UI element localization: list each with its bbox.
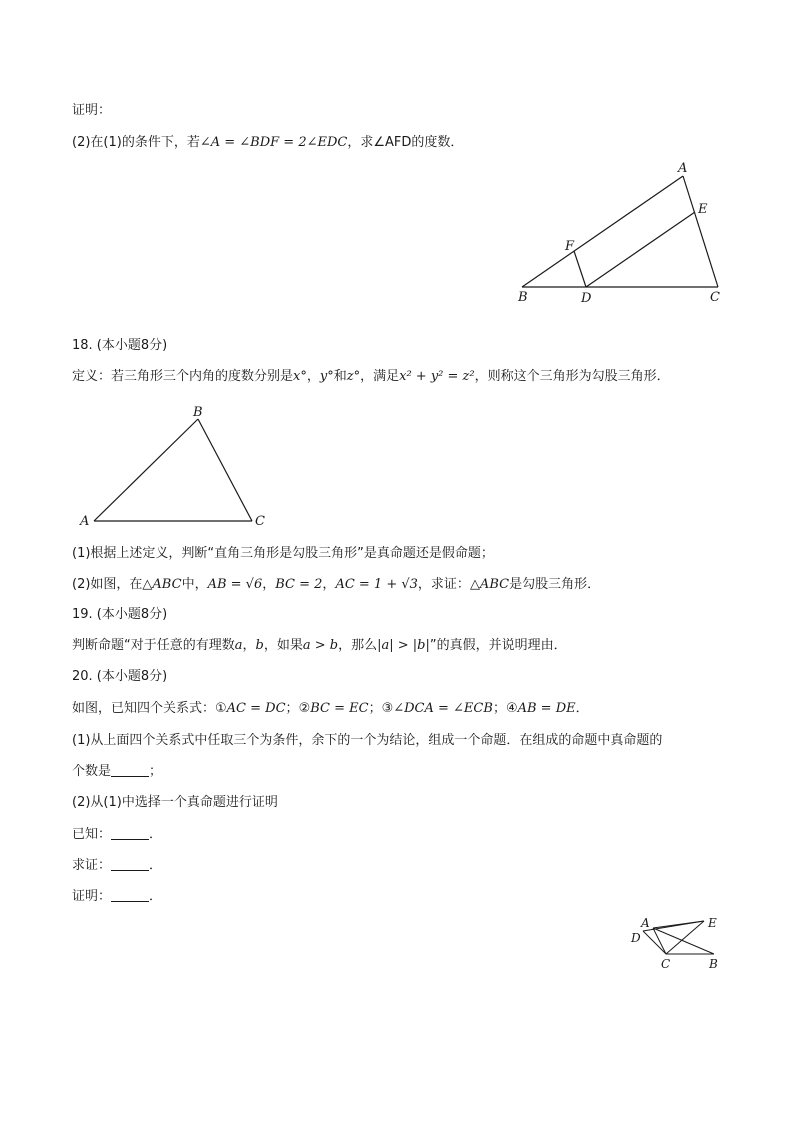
q19-cond: a > b <box>302 638 339 653</box>
q18-def-y: y° <box>319 369 334 384</box>
q17-part2-suffix: ，求∠AFD的度数． <box>347 135 464 150</box>
q20-prove-blank[interactable] <box>111 857 149 871</box>
q18-p2-suffix: 是勾股三角形． <box>509 577 601 592</box>
q20-proof-label: 证明： <box>72 889 112 904</box>
q19-concl: |a| > |b| <box>377 638 430 653</box>
q18-def-z: z° <box>346 369 361 384</box>
q18-p2-sep2: ， <box>322 577 336 592</box>
q18-p2-sep1: ， <box>262 577 276 592</box>
q20-label-c: C <box>661 957 671 971</box>
q19-sep: ， <box>242 638 256 653</box>
q20-r1: AC = DC <box>226 701 286 716</box>
q20-proof-period: ． <box>149 889 163 904</box>
q18-p2-mid2: ，求证： <box>417 577 470 592</box>
q17-segment-fd <box>574 251 586 287</box>
q17-side-ab <box>522 176 683 287</box>
q20-s2: ； <box>368 701 382 716</box>
q20-label-b: B <box>709 957 718 971</box>
q19-header: 19. (本小题8分) <box>72 607 168 622</box>
q17-label-b: B <box>518 290 528 305</box>
q20-answer-blank[interactable] <box>111 763 149 777</box>
q17-label-f: F <box>565 239 575 254</box>
q20-intro-prefix: 如图，已知四个关系式： <box>72 701 216 716</box>
q18-label-a: A <box>80 514 90 529</box>
q20-s3: ； <box>492 701 506 716</box>
q17-part2-math: ∠A = ∠BDF = 2∠EDC <box>199 135 348 150</box>
q20-proof-blank[interactable] <box>111 888 149 902</box>
q20-r4-number: ④ <box>505 701 518 716</box>
q17-label-e: E <box>698 202 708 217</box>
q19-mid2: ，那么 <box>338 638 378 653</box>
q19-prefix: 判断命题“对于任意的有理数 <box>72 638 235 653</box>
q18-label-c: C <box>255 514 265 529</box>
q20-seg-ac <box>653 928 666 954</box>
q20-prove <box>72 857 162 875</box>
q17-part2-prefix: (2)在(1)的条件下，若 <box>72 135 200 150</box>
q17-label-c: C <box>710 290 720 305</box>
q20-r4: AB = DE <box>517 701 576 716</box>
q18-def-x: x° <box>293 369 307 384</box>
q19-a: a <box>234 638 243 653</box>
q20-known-period: ． <box>149 827 163 842</box>
q18-p2-prefix: (2)如图，在 <box>72 577 143 592</box>
q18-definition <box>72 368 670 386</box>
q18-side-bc <box>198 419 252 521</box>
q20-part1-prefix: 个数是 <box>72 764 112 779</box>
q20-s1: ； <box>285 701 299 716</box>
q18-def-sep1: ， <box>306 369 320 384</box>
q18-def-eq: x² + y² = z² <box>399 369 475 384</box>
q18-p2-ac: AC = 1 + √3 <box>335 577 418 592</box>
q20-part1-line1: (1)从上面四个关系式中任取三个为条件，余下的一个为结论，组成一个命题．在组成的命题中真命题的 <box>72 733 663 748</box>
q17-label-d: D <box>581 291 592 306</box>
q20-known-blank[interactable] <box>111 826 149 840</box>
q20-seg-dc <box>643 931 666 954</box>
q17-part2 <box>72 134 463 152</box>
q18-p2-tri: △ABC <box>142 577 182 592</box>
q20-header: 20. (本小题8分) <box>72 669 168 684</box>
q20-part1-suffix: ； <box>149 764 163 779</box>
q20-known <box>72 826 162 844</box>
q20-part2: (2)从(1)中选择一个真命题进行证明 <box>72 795 278 810</box>
q19-b: b <box>255 638 264 653</box>
q18-def-mid: ，满足 <box>360 369 400 384</box>
q18-p2-mid1: 中， <box>181 577 208 592</box>
q17-segment-de <box>586 212 695 287</box>
q18-def-suffix: ，则称这个三角形为勾股三角形． <box>474 369 670 384</box>
q20-r3: ∠DCA = ∠ECB <box>393 701 493 716</box>
q20-r2-number: ② <box>298 701 311 716</box>
q19-mid: ，如果 <box>263 638 303 653</box>
q20-part1-line2 <box>72 763 162 781</box>
q19-body <box>72 637 567 655</box>
q20-intro <box>72 700 589 718</box>
q18-p2-tri2: △ABC <box>469 577 510 592</box>
q20-r1-number: ① <box>215 701 227 716</box>
q20-intro-end: ． <box>575 701 589 716</box>
q20-prove-label: 求证： <box>72 858 112 873</box>
q17-label-a: A <box>678 161 688 176</box>
q20-prove-period: ． <box>149 858 163 873</box>
q20-label-a: A <box>641 916 650 930</box>
q18-side-ab <box>94 419 198 521</box>
q20-proof <box>72 888 162 906</box>
q17-side-ac <box>683 176 718 287</box>
q20-label-d: D <box>631 931 641 945</box>
q20-r2: BC = EC <box>310 701 369 716</box>
q20-label-e: E <box>708 916 717 930</box>
q20-known-label: 已知： <box>72 827 112 842</box>
q18-header: 18. (本小题8分) <box>72 338 168 353</box>
q20-figure <box>626 910 726 972</box>
q18-label-b: B <box>193 405 203 420</box>
q18-def-prefix: 定义：若三角形三个内角的度数分别是 <box>72 369 294 384</box>
q18-p2-bc: BC = 2 <box>275 577 323 592</box>
q17-figure <box>510 155 740 305</box>
q18-p2-ab: AB = √6 <box>207 577 263 592</box>
q17-proof-label: 证明： <box>72 103 112 118</box>
q19-suffix: ”的真假，并说明理由． <box>429 638 567 653</box>
q18-figure <box>76 403 276 533</box>
q18-part2 <box>72 576 600 594</box>
q20-r3-number: ③ <box>381 701 394 716</box>
q18-part1: (1)根据上述定义，判断“直角三角形是勾股三角形”是真命题还是假命题； <box>72 546 494 561</box>
q18-def-and: 和 <box>333 369 347 384</box>
